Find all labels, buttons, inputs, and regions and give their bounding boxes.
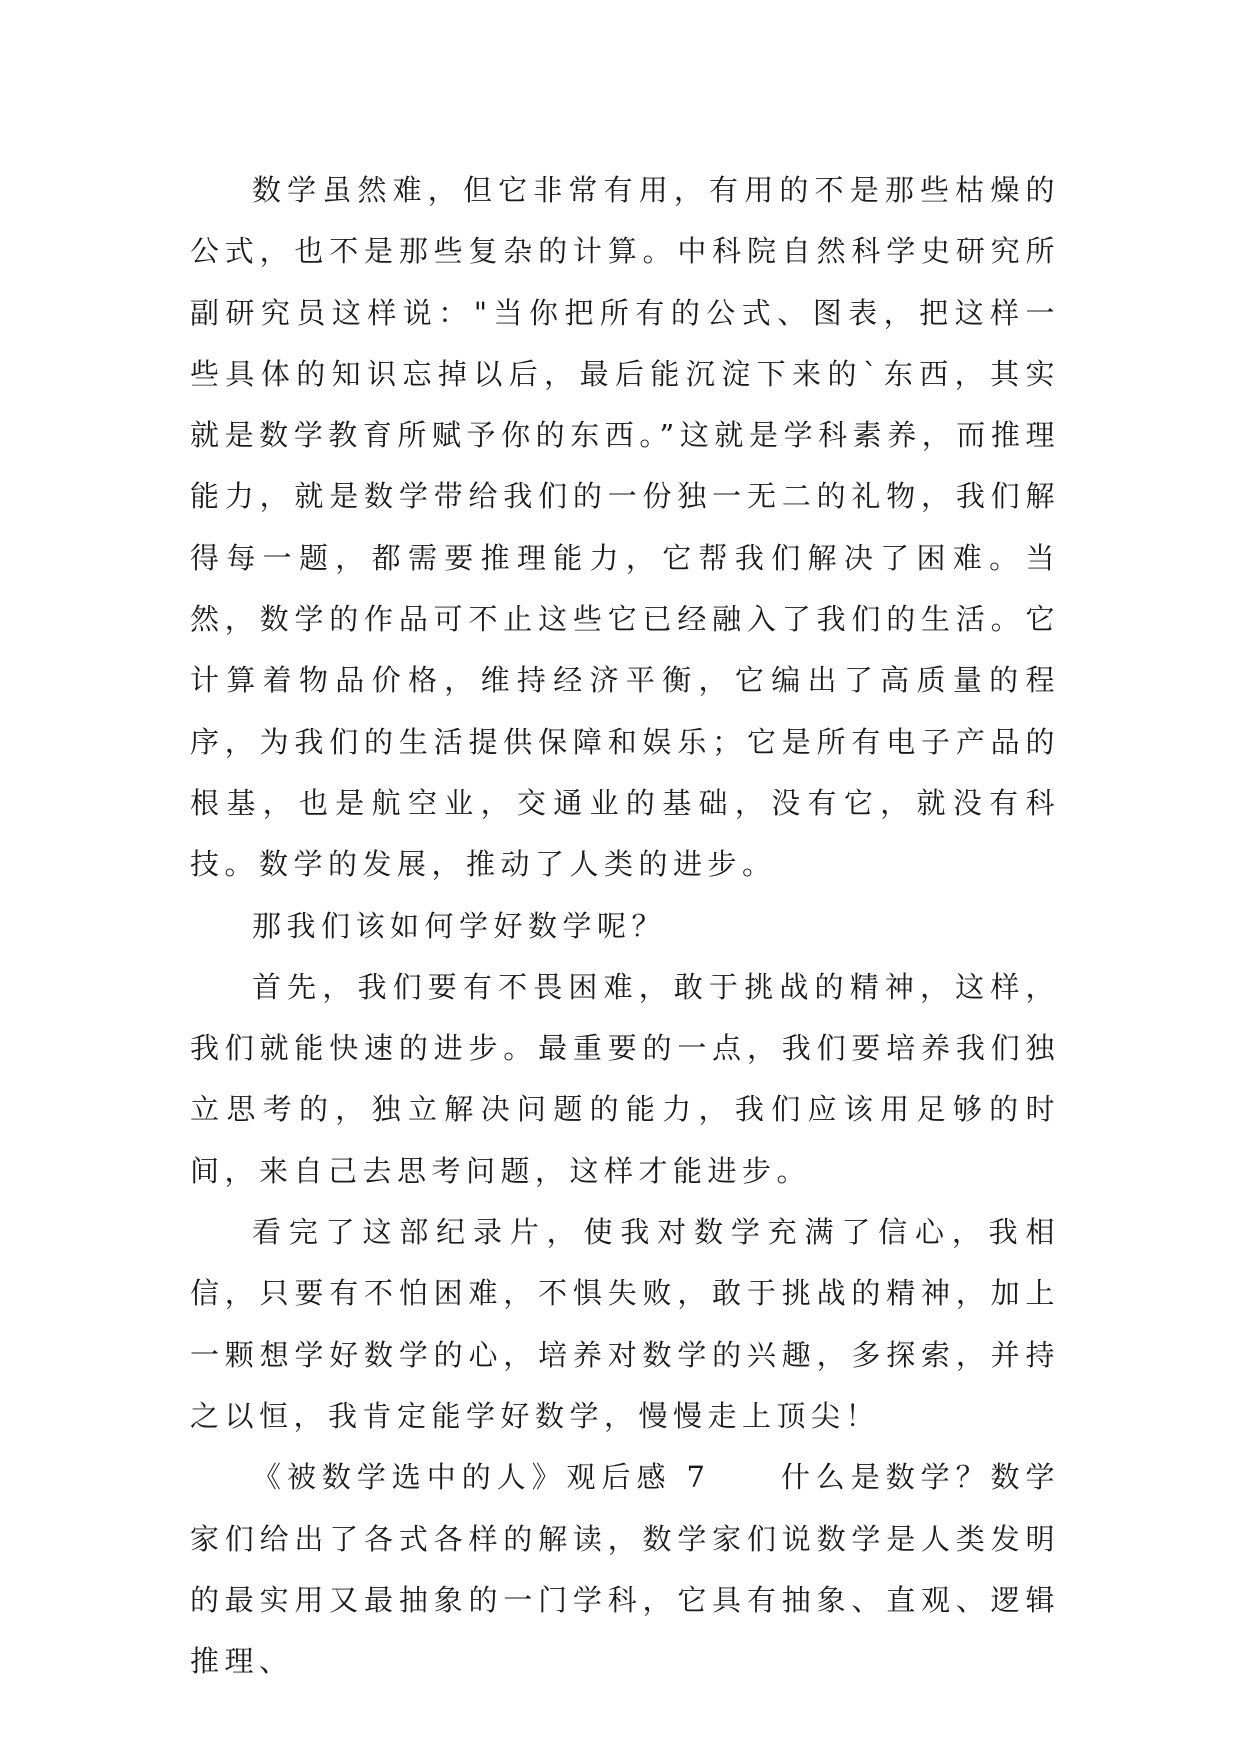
paragraph-first-approach: 首先，我们要有不畏困难，敢于挑战的精神，这样，我们就能快速的进步。最重要的一点，我们要培养我们独立思考的，独立解决问题的能力，我们应该用足够的时间，来自己去思考问题，这样才能进步。 <box>190 969 1060 1188</box>
document-body <box>190 160 1060 1692</box>
paragraph-question-how-to-learn: 那我们该如何学好数学呢？ <box>252 908 667 943</box>
paragraph-math-usefulness: 数学虽然难，但它非常有用，有用的不是那些枯燥的公式，也不是那些复杂的计算。中科院自然科学史研究所副研究员这样说："当你把所有的公式、图表，把这样一些具体的知识忘掉以后，最后能沉淀下来的`东西，其实就是数学教育所赋予你的东西。”这就是学科素养，而推理能力，就是数学带给我们的一份独一无二的礼物，我们解得每一题，都需要推理能力，它帮我们解决了困难。当然，数学的作品可不止这些它已经融入了我们的生活。它计算着物品价格，维持经济平衡，它编出了高质量的程序，为我们的生活提供保障和娱乐；它是所有电子产品的根基，也是航空业，交通业的基础，没有它，就没有科技。数学的发展，推动了人类的进步。 <box>190 173 1060 882</box>
paragraph-review-7-start: 《被数学选中的人》观后感 7 什么是数学？数学家们给出了各式各样的解读，数学家们说数学是人类发明的最实用又最抽象的一门学科，它具有抽象、直观、逻辑推理、 <box>190 1460 1060 1679</box>
paragraph-conclusion: 看完了这部纪录片，使我对数学充满了信心，我相信，只要有不怕困难，不惧失败，敢于挑战的精神，加上一颗想学好数学的心，培养对数学的兴趣，多探索，并持之以恒，我肯定能学好数学，慢慢走上顶尖！ <box>190 1215 1060 1433</box>
